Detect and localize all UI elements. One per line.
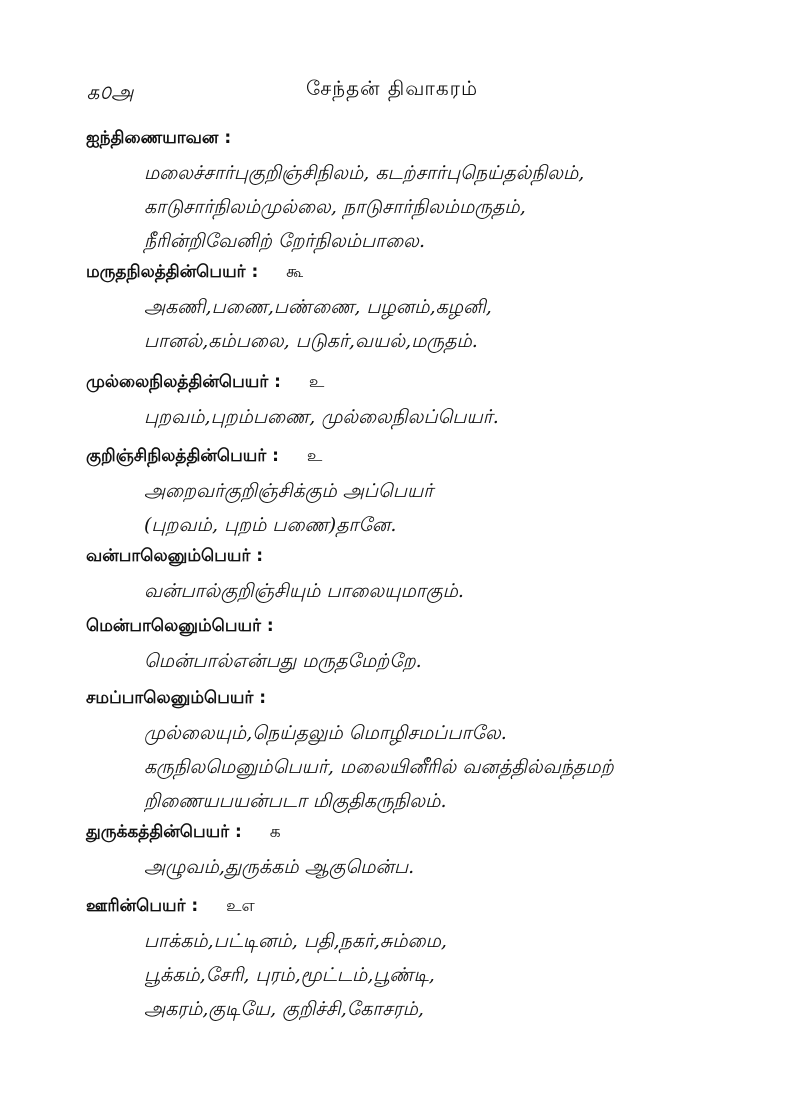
heading-text: ஐந்திணையாவன : — [86, 128, 232, 148]
heading-text: முல்லைநிலத்தின்பெயர் : — [86, 372, 281, 392]
verse-line: வன்பால்குறிஞ்சியும் பாலையுமாகும். — [144, 580, 464, 602]
section-aintinai — [86, 128, 776, 258]
heading-text: ஊரின்பெயர் : — [86, 896, 199, 916]
verse-line: முல்லையும்,நெய்தலும் மொழிசமப்பாலே. — [144, 722, 507, 744]
verse-line: (புறவம், புறம் பணை)தானே. — [144, 514, 397, 536]
section-menpal — [86, 616, 776, 678]
verse-line: றிணையபயன்படா மிகுதிகருநிலம். — [144, 790, 447, 812]
heading-text: மருதநிலத்தின்பெயர் : — [86, 262, 259, 282]
section-marutham — [86, 262, 776, 358]
verse-line: பானல்,கம்பலை, படுகர்,வயல்,மருதம். — [144, 330, 478, 352]
section-mullai — [86, 372, 776, 434]
verse-line: நீரின்றிவேனிற் றேர்நிலம்பாலை. — [144, 230, 425, 252]
heading-text: வன்பாலெனும்பெயர் : — [86, 546, 264, 566]
section-heading — [86, 128, 776, 150]
verse-line: கருநிலமெனும்பெயர், மலையினீரில் வனத்தில்வந்தமற் — [144, 756, 614, 778]
section-vanpal — [86, 546, 776, 608]
verse-line: அகணி,பணை,பண்ணை, பழனம்,கழனி, — [144, 296, 492, 318]
verse-line: புறவம்,புறம்பணை, முல்லைநிலப்பெயர். — [144, 406, 499, 428]
verse-line: பூக்கம்,சேரி, புரம்,மூட்டம்,பூண்டி, — [144, 964, 435, 986]
verse-line: மலைச்சார்புகுறிஞ்சிநிலம், கடற்சார்புநெய்தல்நிலம், — [144, 162, 585, 184]
section-heading — [86, 688, 776, 710]
heading-count: உ — [306, 446, 323, 466]
section-heading — [86, 616, 776, 638]
heading-count: உஎ — [226, 896, 255, 916]
section-kurinji — [86, 446, 776, 542]
verse-line: அகரம்,குடியே, குறிச்சி,கோசரம், — [144, 998, 424, 1020]
verse-line: பாக்கம்,பட்டினம், பதி,நகர்,சும்மை, — [144, 930, 447, 952]
section-thurukkam — [86, 822, 776, 884]
heading-text: சமப்பாலெனும்பெயர் : — [86, 688, 267, 708]
section-heading — [86, 546, 776, 568]
heading-count: உ — [308, 372, 325, 392]
section-heading — [86, 822, 776, 844]
heading-text: துருக்கத்தின்பெயர் : — [86, 822, 242, 842]
heading-text: மென்பாலெனும்பெயர் : — [86, 616, 274, 636]
section-samappal — [86, 688, 776, 818]
verse-line: காடுசார்நிலம்முல்லை, நாடுசார்நிலம்மருதம், — [144, 196, 526, 218]
section-heading — [86, 372, 776, 394]
section-oor — [86, 896, 776, 1026]
heading-count: க — [269, 822, 281, 842]
page-number: ௧௦அ — [86, 80, 134, 104]
verse-line: அறைவர்குறிஞ்சிக்கும் அப்பெயர் — [144, 480, 434, 502]
running-title: சேந்தன் திவாகரம் — [306, 76, 479, 100]
verse-line: அழுவம்,துருக்கம் ஆகுமென்ப. — [144, 856, 415, 878]
section-heading — [86, 262, 776, 284]
heading-count: கூ — [286, 262, 304, 282]
verse-line: மென்பால்என்பது மருதமேற்றே. — [144, 650, 422, 672]
heading-text: குறிஞ்சிநிலத்தின்பெயர் : — [86, 446, 279, 466]
section-heading — [86, 446, 776, 468]
section-heading — [86, 896, 776, 918]
